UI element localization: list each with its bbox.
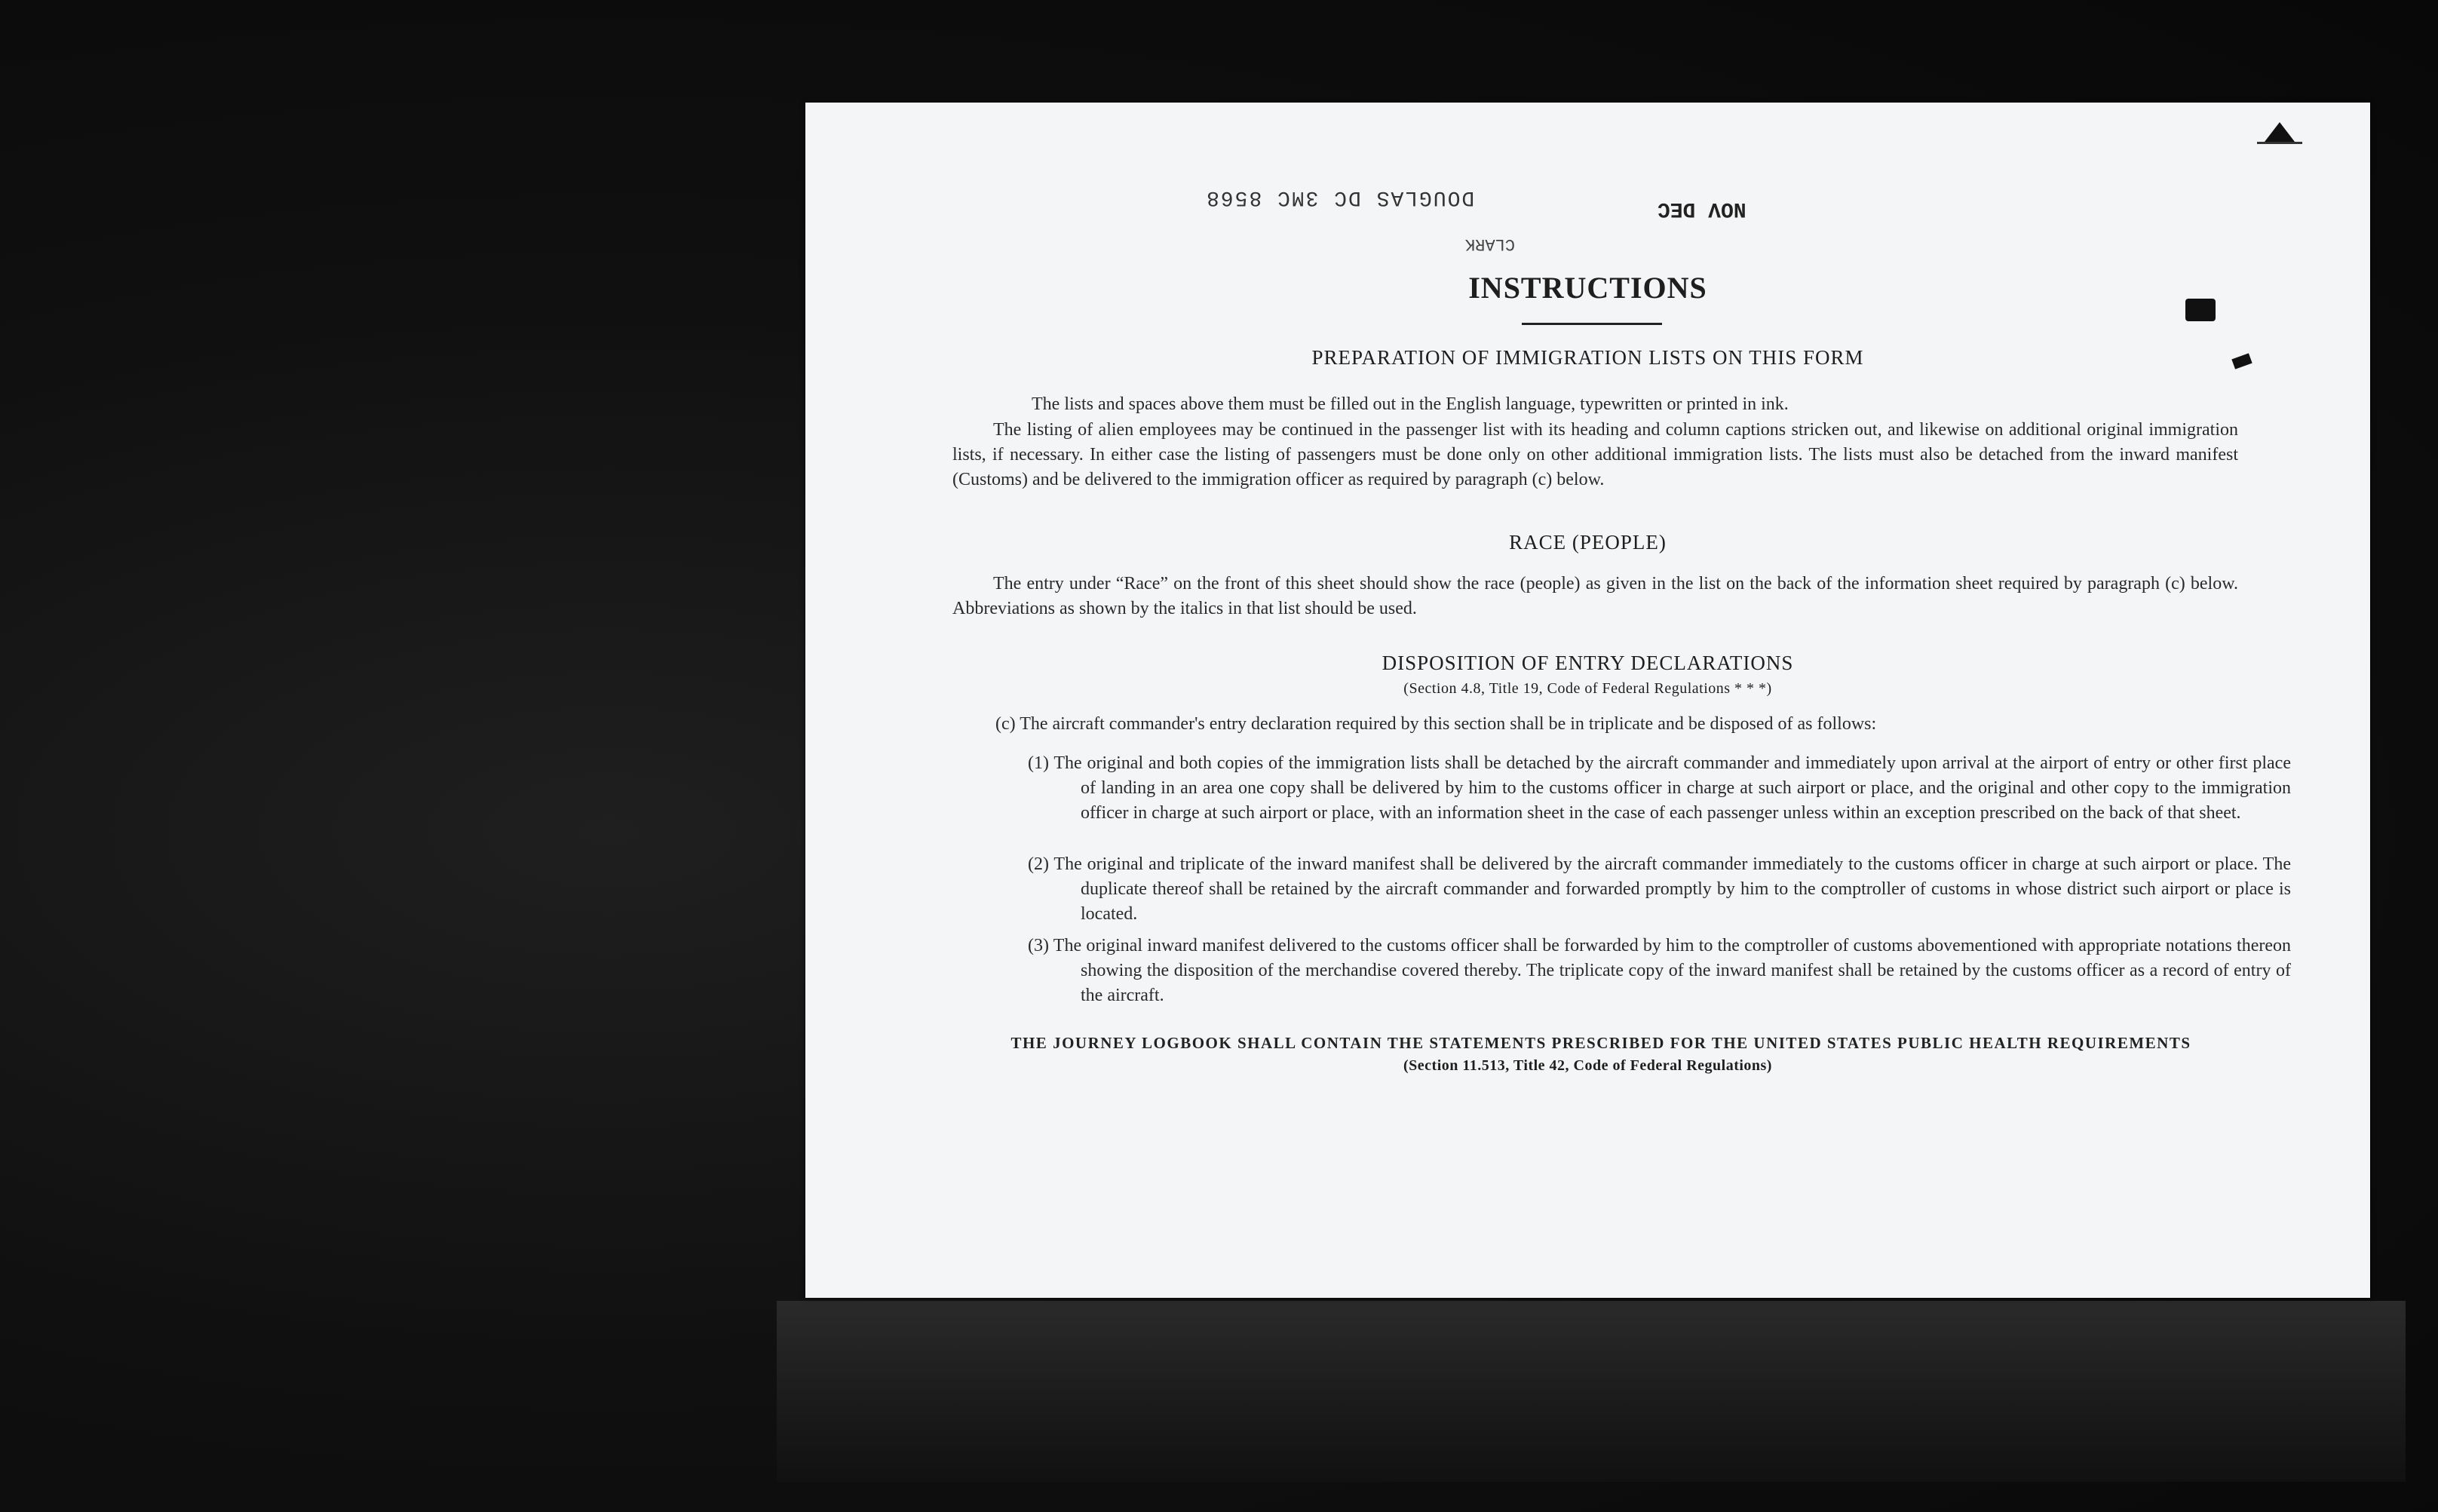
footer-statement: THE JOURNEY LOGBOOK SHALL CONTAIN THE STATEMENTS PRESCRIBED FOR THE UNITED STATES PUBLIC HEALTH REQUIREMENTS: [1010, 1034, 2191, 1052]
reversed-stamp-line-2: NOV DEC: [1658, 197, 1746, 220]
title-underline: [1522, 323, 1662, 325]
disposition-item-2: (2) The original and triplicate of the inward manifest shall be delivered by the aircraft commander immediately to the customs officer in charge at such airport or place. The duplicate thereof shall be retained by the aircraft commander and forwarded promptly by him to the comptroller of customs in whose district such airport or place is located.: [1028, 854, 2291, 924]
reversed-stamp-line-3: CLARK: [1465, 235, 1516, 253]
reversed-stamp-line-1: DOUGLAS DC 3MC 8568: [1205, 186, 1475, 209]
paragraph-preparation-2: The listing of alien employees may be continued in the passenger list with its heading and column captions stricken out, and likewise on additional original immigration lists, if necessary. In either case the listing of passengers must be done only on other additional immigration lists. The lists must also be detached from the inward manifest (Customs) and be delivered to the immigration officer as required by paragraph (c) below.: [952, 420, 2238, 489]
section-heading-preparation: PREPARATION OF IMMIGRATION LISTS ON THIS FORM: [1311, 346, 1864, 369]
paragraph-race: The entry under “Race” on the front of this sheet should show the race (people) as given in the list on the back of the information sheet required by paragraph (c) below. Abbreviations as shown by the italics in that list should be used.: [952, 574, 2238, 618]
document-title: INSTRUCTIONS: [1468, 271, 1707, 305]
document-sheet: [805, 103, 2370, 1298]
disposition-item-1: (1) The original and both copies of the immigration lists shall be detached by the aircraft commander and immediately upon arrival at the airport of entry or other first place of landing in an area one copy shall be delivered by him to the customs officer in charge at such airport or place, and the original and other copy to the immigration officer in charge at such airport or place, with an information sheet in the case of each passenger unless within an exception prescribed on the back of that sheet.: [1028, 753, 2291, 823]
section-heading-disposition: DISPOSITION OF ENTRY DECLARATIONS: [1382, 652, 1794, 674]
disposition-intro: (c) The aircraft commander's entry declaration required by this section shall be in triplicate and be disposed of as follows:: [995, 714, 1877, 734]
footer-citation: (Section 11.513, Title 42, Code of Federal Regulations): [1403, 1057, 1772, 1074]
disposition-citation: (Section 4.8, Title 19, Code of Federal Regulations * * *): [1403, 680, 1772, 697]
triangle-mark-icon: [2257, 118, 2302, 148]
section-heading-race: RACE (PEOPLE): [1509, 531, 1667, 554]
disposition-item-3: (3) The original inward manifest delivered to the customs officer shall be forwarded by him to the comptroller of customs abovementioned with appropriate notations thereon showing the disposition of the merchandise covered thereby. The triplicate copy of the inward manifest shall be retained by the customs officer as a record of entry of the aircraft.: [1028, 936, 2291, 1005]
sheet-shadow: [777, 1301, 2406, 1482]
paragraph-preparation-1: The lists and spaces above them must be filled out in the English language, typewritten or printed in ink.: [1032, 394, 1789, 414]
